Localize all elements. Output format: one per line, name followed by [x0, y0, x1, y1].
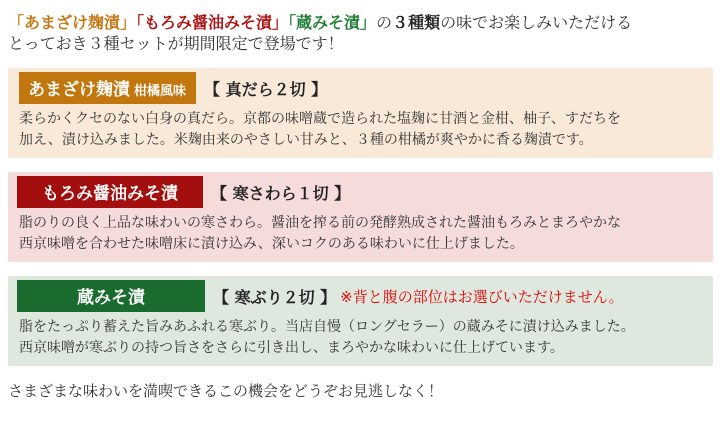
- footer-text: さまざまな味わいを満喫できるこの機会をどうぞお見逃しなく！: [8, 382, 444, 400]
- moromi-description: [19, 213, 703, 255]
- amazake-description-line1: 柔らかくクセのない白身の真だら。京都の味噌蔵で造られた塩麹に甘酒と金柑、柚子、すだちを: [19, 111, 621, 127]
- amazake-description-line2: 加え、漬け込みました。米麹由来のやさしい甘みと、３種の柑橘が爽やかに香る麹漬です。: [19, 132, 593, 148]
- section-moromi-shoyu-misozuke: [8, 172, 713, 262]
- moromi-cut-label: 【 寒さわら１切 】: [211, 183, 351, 203]
- kuramiso-description: [19, 317, 703, 359]
- amazake-cut-label: 【 真だら２切 】: [204, 79, 328, 99]
- kuramiso-title-bar: 蔵みそ漬: [17, 280, 205, 312]
- amazake-title-bar: [19, 72, 196, 104]
- intro-product-moromi: 「もろみ醤油みそ漬」: [136, 13, 289, 32]
- moromi-description-line1: 脂のりの良く上品な味わいの寒さわら。醤油を搾る前の発酵熟成された醤油もろみとまろやかな: [19, 215, 621, 231]
- amazake-description: [19, 109, 703, 151]
- kuramiso-warning-note: ※背と腹の部位はお選びいただけません。: [340, 287, 624, 306]
- moromi-header-row: [17, 176, 703, 208]
- intro-product-amazake: 「あまざけ麹漬」: [8, 13, 137, 32]
- intro-line1-tail: の味でお楽しみいただける: [440, 13, 633, 32]
- intro-product-kuramiso: 「蔵みそ漬」: [288, 13, 377, 32]
- kuramiso-description-line1: 脂をたっぷり蓄えた旨みあふれる寒ぶり。当店自慢（ロングセラー）の蔵みそに漬け込みました。: [19, 319, 635, 335]
- amazake-header-row: [17, 72, 703, 104]
- kuramiso-cut-label: 【 寒ぶり２切 】: [213, 287, 337, 307]
- intro-text: [8, 12, 712, 54]
- kuramiso-description-line2: 西京味噌が寒ぶりの持つ旨さをさらに引き出し、まろやかな味わいに仕上げています。: [19, 340, 564, 356]
- page: [0, 12, 720, 433]
- section-kuramiso-zuke: [8, 276, 713, 366]
- intro-particle: の: [376, 13, 393, 32]
- moromi-description-line2: 西京味噌を合わせた味噌床に漬け込み、深いコクのある味わいに仕上げました。: [19, 236, 524, 252]
- kuramiso-header-row: [17, 280, 703, 312]
- section-amazake-kojizuke: [8, 68, 713, 158]
- intro-line2: とっておき３種セットが期間限定で登場です！: [8, 34, 344, 53]
- moromi-title-bar: もろみ醤油みそ漬: [17, 176, 203, 208]
- amazake-title: あまざけ麹漬: [28, 80, 130, 100]
- intro-count: ３種類: [392, 13, 441, 32]
- amazake-subtitle: 柑橘風味: [134, 84, 187, 99]
